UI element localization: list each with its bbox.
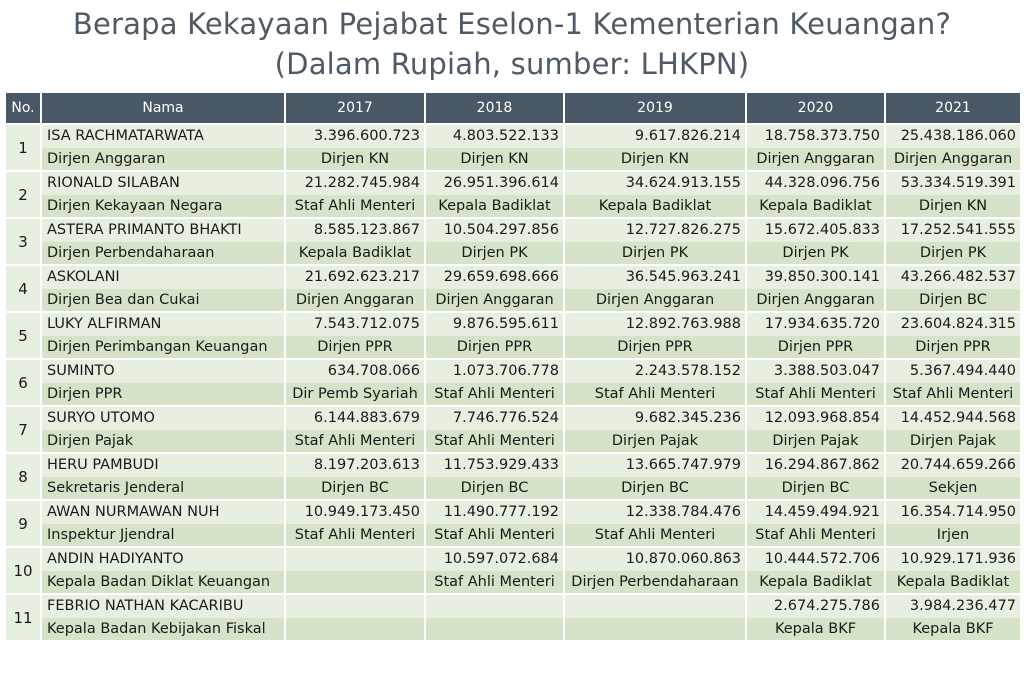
wealth-value: 6.144.883.679 xyxy=(285,406,425,430)
wealth-value: 16.294.867.862 xyxy=(746,453,885,477)
table-body xyxy=(5,124,1021,640)
table-row xyxy=(5,124,1021,148)
position-value: Dirjen KN xyxy=(564,148,746,172)
position-value: Staf Ahli Menteri xyxy=(885,383,1021,407)
wealth-value: 14.459.494.921 xyxy=(746,500,885,524)
wealth-value: 13.665.747.979 xyxy=(564,453,746,477)
table-row-position xyxy=(5,289,1021,313)
position-value: Kepala BKF xyxy=(746,618,885,641)
table-row-position xyxy=(5,148,1021,172)
position-value: Staf Ahli Menteri xyxy=(564,383,746,407)
wealth-value: 29.659.698.666 xyxy=(425,265,564,289)
column-header: No. xyxy=(5,92,41,124)
position-value: Dirjen Anggaran xyxy=(746,289,885,313)
position-value: Dirjen PK xyxy=(425,242,564,266)
wealth-value: 17.252.541.555 xyxy=(885,218,1021,242)
official-name: HERU PAMBUDI xyxy=(41,453,285,477)
position-value: Dirjen PPR xyxy=(285,336,425,360)
row-number: 3 xyxy=(5,218,41,265)
wealth-value: 12.892.763.988 xyxy=(564,312,746,336)
wealth-value: 21.282.745.984 xyxy=(285,171,425,195)
row-number: 11 xyxy=(5,594,41,640)
wealth-value: 5.367.494.440 xyxy=(885,359,1021,383)
wealth-value: 43.266.482.537 xyxy=(885,265,1021,289)
wealth-value: 25.438.186.060 xyxy=(885,124,1021,148)
official-role: Dirjen Perimbangan Keuangan xyxy=(41,336,285,360)
position-value: Dirjen KN xyxy=(425,148,564,172)
position-value: Dirjen Anggaran xyxy=(564,289,746,313)
position-value: Dirjen Pajak xyxy=(564,430,746,454)
official-name: SURYO UTOMO xyxy=(41,406,285,430)
wealth-value: 10.949.173.450 xyxy=(285,500,425,524)
page-title xyxy=(0,0,1024,88)
wealth-value: 11.753.929.433 xyxy=(425,453,564,477)
position-value: Dirjen PPR xyxy=(564,336,746,360)
header-row xyxy=(5,92,1021,124)
column-header: Nama xyxy=(41,92,285,124)
wealth-value: 17.934.635.720 xyxy=(746,312,885,336)
wealth-value: 39.850.300.141 xyxy=(746,265,885,289)
column-header: 2019 xyxy=(564,92,746,124)
position-value: Kepala Badiklat xyxy=(746,571,885,595)
position-value: Dirjen KN xyxy=(885,195,1021,219)
position-value: Irjen xyxy=(885,524,1021,548)
table-row xyxy=(5,453,1021,477)
row-number: 6 xyxy=(5,359,41,406)
wealth-value: 634.708.066 xyxy=(285,359,425,383)
row-number: 5 xyxy=(5,312,41,359)
wealth-value: 3.388.503.047 xyxy=(746,359,885,383)
wealth-value: 20.744.659.266 xyxy=(885,453,1021,477)
position-value: Kepala Badiklat xyxy=(425,195,564,219)
wealth-value: 18.758.373.750 xyxy=(746,124,885,148)
position-value: Dirjen PK xyxy=(564,242,746,266)
position-value: Dirjen PPR xyxy=(885,336,1021,360)
position-value: Dir Pemb Syariah xyxy=(285,383,425,407)
official-name: ANDIN HADIYANTO xyxy=(41,547,285,571)
column-header: 2018 xyxy=(425,92,564,124)
table-row xyxy=(5,265,1021,289)
position-value: Sekjen xyxy=(885,477,1021,501)
wealth-value: 14.452.944.568 xyxy=(885,406,1021,430)
row-number: 1 xyxy=(5,124,41,171)
position-value: Dirjen BC xyxy=(564,477,746,501)
position-value: Staf Ahli Menteri xyxy=(285,195,425,219)
official-name: ASKOLANI xyxy=(41,265,285,289)
position-value: Staf Ahli Menteri xyxy=(564,524,746,548)
wealth-value: 2.674.275.786 xyxy=(746,594,885,618)
official-role: Dirjen Bea dan Cukai xyxy=(41,289,285,313)
row-number: 7 xyxy=(5,406,41,453)
table-row xyxy=(5,171,1021,195)
position-value: Dirjen PK xyxy=(885,242,1021,266)
position-value: Dirjen Pajak xyxy=(885,430,1021,454)
table-row xyxy=(5,312,1021,336)
position-value: Staf Ahli Menteri xyxy=(425,524,564,548)
wealth-value: 10.929.171.936 xyxy=(885,547,1021,571)
wealth-value: 3.984.236.477 xyxy=(885,594,1021,618)
position-value: Dirjen PPR xyxy=(746,336,885,360)
table-row-position xyxy=(5,477,1021,501)
position-value: Dirjen BC xyxy=(885,289,1021,313)
official-role: Kepala Badan Kebijakan Fiskal xyxy=(41,618,285,641)
table-row-position xyxy=(5,524,1021,548)
row-number: 10 xyxy=(5,547,41,594)
official-role: Dirjen PPR xyxy=(41,383,285,407)
position-value: Staf Ahli Menteri xyxy=(425,571,564,595)
wealth-value: 10.444.572.706 xyxy=(746,547,885,571)
wealth-value: 10.870.060.863 xyxy=(564,547,746,571)
table-row-position xyxy=(5,195,1021,219)
official-role: Kepala Badan Diklat Keuangan xyxy=(41,571,285,595)
title-line-1: Berapa Kekayaan Pejabat Eselon-1 Kementerian Keuangan? xyxy=(72,7,952,41)
position-value xyxy=(285,618,425,641)
position-value xyxy=(285,571,425,595)
row-number: 9 xyxy=(5,500,41,547)
wealth-value xyxy=(285,547,425,571)
wealth-value: 36.545.963.241 xyxy=(564,265,746,289)
position-value: Dirjen Perbendaharaan xyxy=(564,571,746,595)
table-row-position xyxy=(5,618,1021,641)
wealth-value: 2.243.578.152 xyxy=(564,359,746,383)
wealth-value: 26.951.396.614 xyxy=(425,171,564,195)
wealth-value xyxy=(425,594,564,618)
wealth-value: 53.334.519.391 xyxy=(885,171,1021,195)
wealth-value: 15.672.405.833 xyxy=(746,218,885,242)
official-role: Dirjen Perbendaharaan xyxy=(41,242,285,266)
position-value: Dirjen BC xyxy=(425,477,564,501)
position-value: Dirjen BC xyxy=(285,477,425,501)
wealth-value xyxy=(564,594,746,618)
position-value: Dirjen Anggaran xyxy=(885,148,1021,172)
position-value: Staf Ahli Menteri xyxy=(746,383,885,407)
wealth-value: 16.354.714.950 xyxy=(885,500,1021,524)
wealth-value: 3.396.600.723 xyxy=(285,124,425,148)
wealth-value: 8.197.203.613 xyxy=(285,453,425,477)
position-value xyxy=(564,618,746,641)
official-name: RIONALD SILABAN xyxy=(41,171,285,195)
wealth-value: 11.490.777.192 xyxy=(425,500,564,524)
wealth-value: 10.597.072.684 xyxy=(425,547,564,571)
official-role: Sekretaris Jenderal xyxy=(41,477,285,501)
position-value: Dirjen Anggaran xyxy=(746,148,885,172)
column-header: 2017 xyxy=(285,92,425,124)
position-value: Kepala Badiklat xyxy=(285,242,425,266)
table-row-position xyxy=(5,383,1021,407)
wealth-value: 12.338.784.476 xyxy=(564,500,746,524)
position-value: Dirjen Anggaran xyxy=(425,289,564,313)
position-value: Dirjen Anggaran xyxy=(285,289,425,313)
row-number: 2 xyxy=(5,171,41,218)
position-value: Staf Ahli Menteri xyxy=(425,430,564,454)
title-line-2: (Dalam Rupiah, sumber: LHKPN) xyxy=(274,47,750,81)
wealth-value: 9.682.345.236 xyxy=(564,406,746,430)
wealth-value: 7.543.712.075 xyxy=(285,312,425,336)
wealth-value: 10.504.297.856 xyxy=(425,218,564,242)
wealth-value: 12.727.826.275 xyxy=(564,218,746,242)
official-name: ASTERA PRIMANTO BHAKTI xyxy=(41,218,285,242)
table-row-position xyxy=(5,430,1021,454)
position-value: Dirjen BC xyxy=(746,477,885,501)
position-value xyxy=(425,618,564,641)
wealth-value: 9.617.826.214 xyxy=(564,124,746,148)
wealth-value: 44.328.096.756 xyxy=(746,171,885,195)
official-name: ISA RACHMATARWATA xyxy=(41,124,285,148)
official-name: LUKY ALFIRMAN xyxy=(41,312,285,336)
table-row xyxy=(5,218,1021,242)
wealth-value: 23.604.824.315 xyxy=(885,312,1021,336)
position-value: Staf Ahli Menteri xyxy=(425,383,564,407)
table-row xyxy=(5,500,1021,524)
wealth-value: 34.624.913.155 xyxy=(564,171,746,195)
position-value: Kepala Badiklat xyxy=(746,195,885,219)
table-row-position xyxy=(5,242,1021,266)
position-value: Staf Ahli Menteri xyxy=(746,524,885,548)
table-row-position xyxy=(5,336,1021,360)
position-value: Dirjen PK xyxy=(746,242,885,266)
position-value: Dirjen PPR xyxy=(425,336,564,360)
column-header: 2020 xyxy=(746,92,885,124)
table-row xyxy=(5,547,1021,571)
official-role: Dirjen Kekayaan Negara xyxy=(41,195,285,219)
row-number: 8 xyxy=(5,453,41,500)
wealth-value: 12.093.968.854 xyxy=(746,406,885,430)
position-value: Staf Ahli Menteri xyxy=(285,524,425,548)
row-number: 4 xyxy=(5,265,41,312)
wealth-value: 1.073.706.778 xyxy=(425,359,564,383)
table-row xyxy=(5,406,1021,430)
wealth-table xyxy=(4,91,1022,640)
wealth-value: 9.876.595.611 xyxy=(425,312,564,336)
position-value: Staf Ahli Menteri xyxy=(285,430,425,454)
table-row-position xyxy=(5,571,1021,595)
position-value: Kepala Badiklat xyxy=(564,195,746,219)
official-name: SUMINTO xyxy=(41,359,285,383)
table-row xyxy=(5,359,1021,383)
official-name: AWAN NURMAWAN NUH xyxy=(41,500,285,524)
position-value: Dirjen Pajak xyxy=(746,430,885,454)
position-value: Dirjen KN xyxy=(285,148,425,172)
official-role: Dirjen Pajak xyxy=(41,430,285,454)
position-value: Kepala BKF xyxy=(885,618,1021,641)
official-name: FEBRIO NATHAN KACARIBU xyxy=(41,594,285,618)
official-role: Dirjen Anggaran xyxy=(41,148,285,172)
table-row xyxy=(5,594,1021,618)
wealth-value: 21.692.623.217 xyxy=(285,265,425,289)
wealth-value: 8.585.123.867 xyxy=(285,218,425,242)
position-value: Kepala Badiklat xyxy=(885,571,1021,595)
wealth-value: 7.746.776.524 xyxy=(425,406,564,430)
column-header: 2021 xyxy=(885,92,1021,124)
wealth-value: 4.803.522.133 xyxy=(425,124,564,148)
official-role: Inspektur Jjendral xyxy=(41,524,285,548)
wealth-value xyxy=(285,594,425,618)
